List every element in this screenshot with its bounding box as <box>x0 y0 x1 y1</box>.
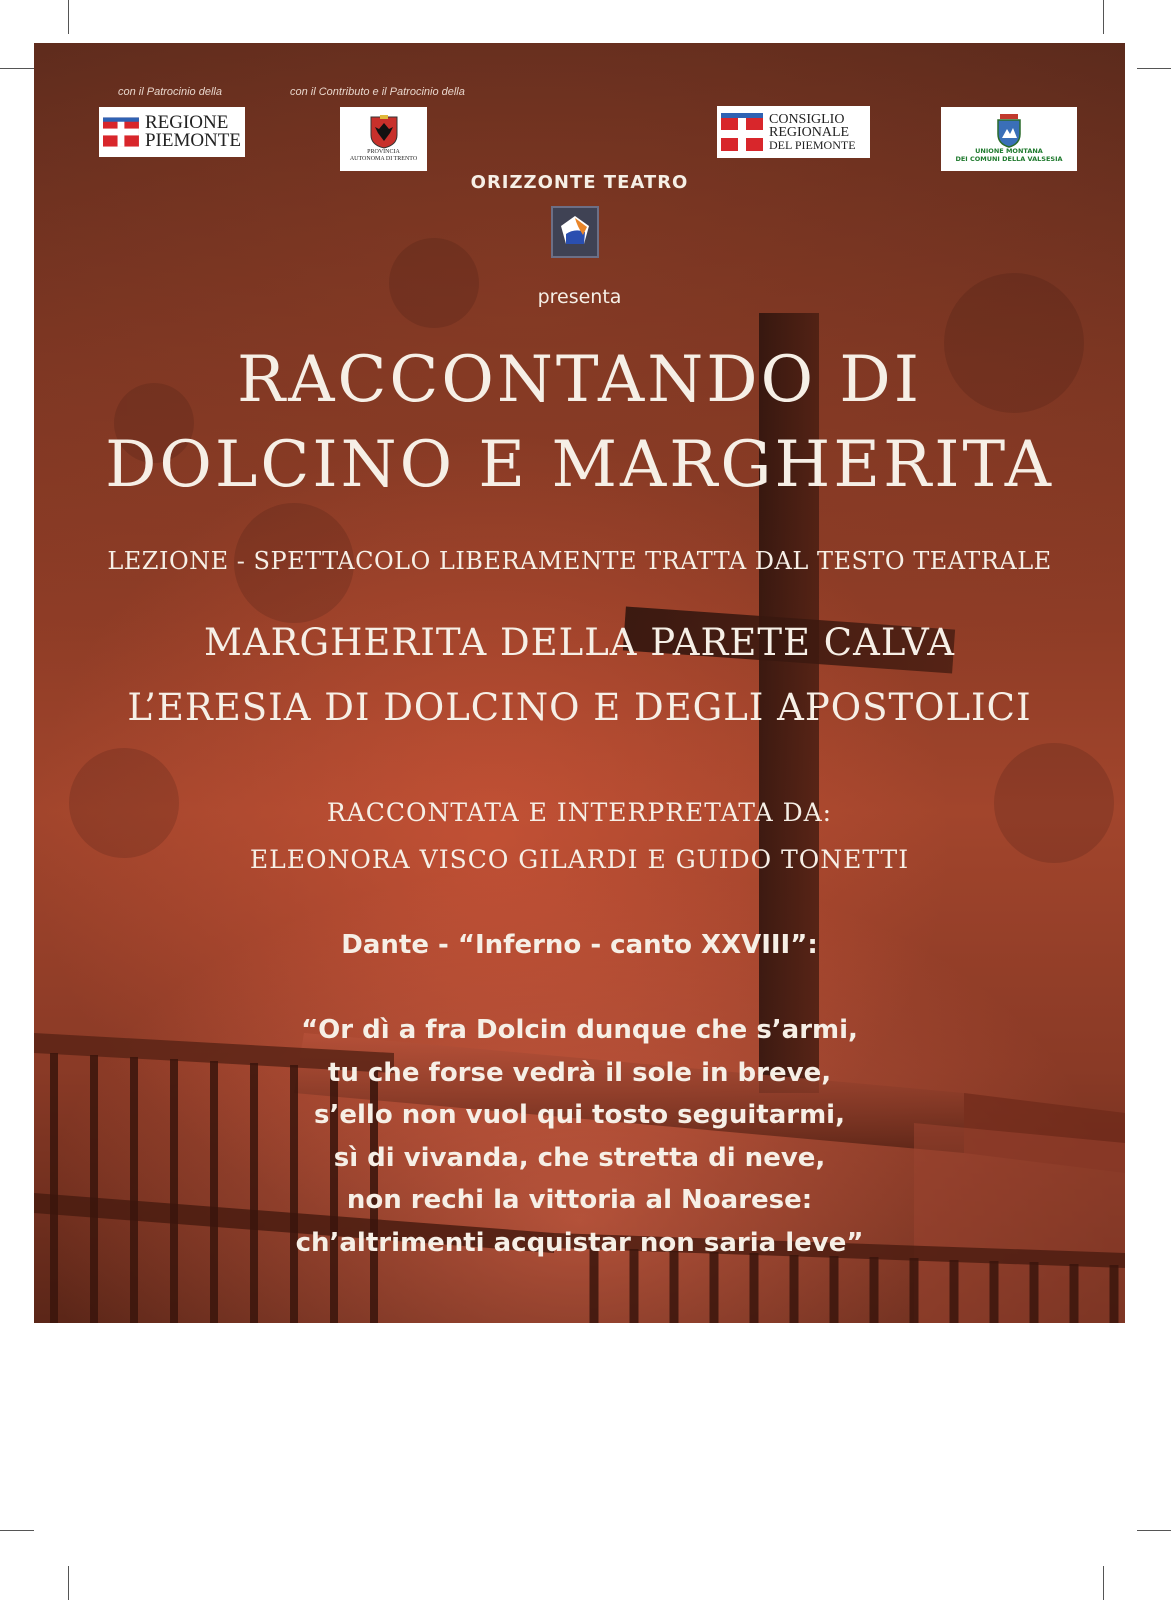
consiglio-line1: CONSIGLIO <box>769 112 845 127</box>
crop-mark <box>68 1566 69 1600</box>
unione-line2: DEI COMUNI DELLA VALSESIA <box>955 155 1063 163</box>
piemonte-flag-icon <box>103 115 139 149</box>
title-line1: RACCONTANDO DI <box>237 343 922 417</box>
play-title-line1: MARGHERITA DELLA PARETE CALVA <box>204 621 955 664</box>
quote-source: Dante - “Inferno - canto XXVIII”: <box>341 930 818 960</box>
patronage-caption: con il Patrocinio della <box>118 86 222 98</box>
provincia-line2: AUTONOMA DI TRENTO <box>349 156 418 162</box>
contribution-caption: con il Contributo e il Patrocinio della <box>290 86 465 98</box>
quote-line: ch’altrimenti acquistar non saria leve” <box>295 1228 864 1258</box>
regione-line2: PIEMONTE <box>144 130 241 151</box>
piemonte-flag-icon <box>721 113 763 151</box>
company-name: ORIZZONTE TEATRO <box>470 172 689 193</box>
unione-montana-logo <box>941 107 1077 171</box>
crop-mark <box>68 0 69 34</box>
regione-line1: REGIONE <box>144 111 229 133</box>
presents-label: presenta <box>537 286 622 308</box>
quote-line: “Or dì a fra Dolcin dunque che s’armi, <box>301 1015 858 1045</box>
credits-line2: ELEONORA VISCO GILARDI E GUIDO TONETTI <box>249 845 910 874</box>
provincia-trento-logo <box>340 107 427 171</box>
crest-icon <box>996 114 1022 148</box>
crop-mark <box>1137 1530 1171 1531</box>
poster <box>34 43 1125 1323</box>
unione-line1: UNIONE MONTANA <box>975 147 1043 156</box>
quote-line: s’ello non vuol qui tosto seguitarmi, <box>314 1100 845 1130</box>
quote-line: sì di vivanda, che stretta di neve, <box>333 1143 826 1173</box>
consiglio-regionale-logo <box>717 106 870 158</box>
pentagon-logo-icon <box>553 208 597 256</box>
crop-mark <box>1103 1566 1104 1600</box>
regione-piemonte-logo <box>99 107 245 157</box>
crop-mark <box>1137 68 1171 69</box>
subtitle: LEZIONE - SPETTACOLO LIBERAMENTE TRATTA DAL TESTO TEATRALE <box>107 547 1052 575</box>
quote-line: tu che forse vedrà il sole in breve, <box>327 1058 832 1088</box>
consiglio-line3: DEL PIEMONTE <box>769 137 856 152</box>
consiglio-line2: REGIONALE <box>769 125 850 141</box>
play-title-line2: L’ERESIA DI DOLCINO E DEGLI APOSTOLICI <box>127 686 1032 729</box>
credits-line1: RACCONTATA E INTERPRETATA DA: <box>326 798 833 827</box>
crop-mark <box>0 68 34 69</box>
eagle-shield-icon <box>369 115 399 149</box>
quote-line: non rechi la vittoria al Noarese: <box>346 1185 813 1215</box>
orizzonte-teatro-logo <box>551 206 599 258</box>
crop-mark <box>0 1530 34 1531</box>
provincia-line1: PROVINCIA <box>367 149 400 156</box>
title-line2: DOLCINO E MARGHERITA <box>105 428 1054 502</box>
stage-platform <box>294 1033 964 1153</box>
crop-mark <box>1103 0 1104 34</box>
